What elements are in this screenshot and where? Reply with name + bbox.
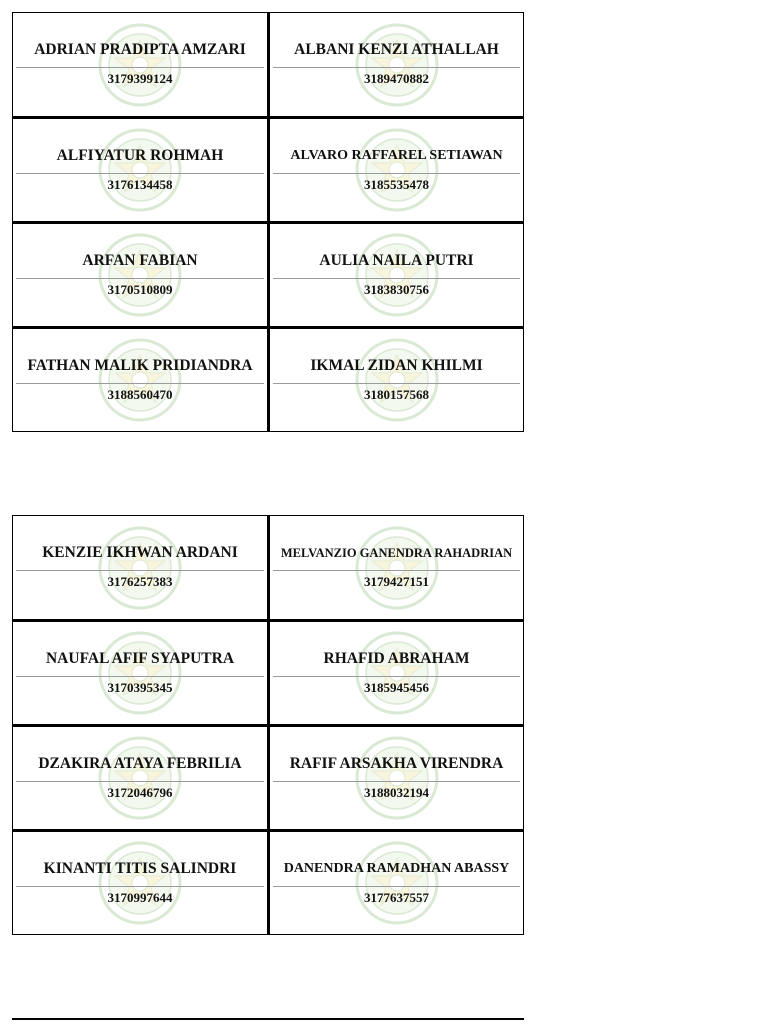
name-label-card bbox=[268, 12, 524, 117]
name-label-card bbox=[268, 830, 524, 935]
school-emblem-watermark-icon bbox=[352, 733, 442, 823]
label-sheet-3-partial bbox=[12, 1018, 524, 1026]
label-row bbox=[12, 620, 524, 725]
name-label-card bbox=[12, 117, 268, 222]
name-label-card bbox=[268, 515, 524, 620]
divider bbox=[273, 278, 520, 279]
school-emblem-watermark-icon bbox=[95, 335, 185, 425]
label-row bbox=[12, 515, 524, 620]
student-name: DANENDRA RAMADHAN ABASSY bbox=[283, 861, 510, 876]
student-id-number: 3180157568 bbox=[364, 387, 429, 402]
student-id-number: 3170510809 bbox=[107, 282, 173, 297]
student-name: ALVARO RAFFAREL SETIAWAN bbox=[290, 148, 503, 163]
student-id-number: 3176257383 bbox=[107, 574, 173, 589]
school-emblem-watermark-icon bbox=[95, 125, 185, 215]
school-emblem-watermark-icon bbox=[95, 230, 185, 320]
divider bbox=[16, 570, 264, 571]
student-name: RAFIF ARSAKHA VIRENDRA bbox=[289, 755, 504, 772]
student-name: DZAKIRA ATAYA FEBRILIA bbox=[38, 755, 242, 772]
student-name: KINANTI TITIS SALINDRI bbox=[43, 860, 237, 877]
divider bbox=[273, 886, 520, 887]
student-name: FATHAN MALIK PRIDIANDRA bbox=[27, 357, 253, 374]
student-name: IKMAL ZIDAN KHILMI bbox=[310, 357, 483, 374]
name-label-card bbox=[12, 12, 268, 117]
student-name: ARFAN FABIAN bbox=[82, 252, 198, 269]
student-name: MELVANZIO GANENDRA RAHADRIAN bbox=[280, 546, 513, 560]
name-label-card bbox=[268, 222, 524, 327]
school-emblem-watermark-icon bbox=[95, 628, 185, 718]
student-id-number: 3189470882 bbox=[364, 71, 429, 86]
label-row bbox=[12, 12, 524, 117]
student-id-number: 3185535478 bbox=[364, 177, 429, 192]
name-label-card bbox=[268, 327, 524, 432]
school-emblem-watermark-icon bbox=[95, 838, 185, 928]
divider bbox=[273, 67, 520, 68]
school-emblem-watermark-icon bbox=[352, 838, 442, 928]
school-emblem-watermark-icon bbox=[95, 523, 185, 613]
student-id-number: 3179427151 bbox=[364, 574, 429, 589]
student-name: ALBANI KENZI ATHALLAH bbox=[294, 41, 499, 58]
label-row bbox=[12, 830, 524, 935]
divider bbox=[273, 383, 520, 384]
school-emblem-watermark-icon bbox=[352, 335, 442, 425]
divider bbox=[273, 781, 520, 782]
name-label-card bbox=[12, 327, 268, 432]
divider bbox=[16, 383, 264, 384]
label-sheet-2 bbox=[12, 515, 524, 935]
school-emblem-watermark-icon bbox=[95, 733, 185, 823]
divider bbox=[273, 173, 520, 174]
name-label-card bbox=[12, 222, 268, 327]
name-label-card bbox=[12, 620, 268, 725]
student-name: KENZIE IKHWAN ARDANI bbox=[42, 544, 238, 561]
school-emblem-watermark-icon bbox=[352, 523, 442, 613]
student-id-number: 3185945456 bbox=[364, 680, 429, 695]
school-emblem-watermark-icon bbox=[352, 125, 442, 215]
student-id-number: 3170997644 bbox=[107, 890, 173, 905]
divider bbox=[273, 570, 520, 571]
student-id-number: 3170395345 bbox=[107, 680, 173, 695]
student-name: RHAFID ABRAHAM bbox=[323, 650, 470, 667]
student-id-number: 3188032194 bbox=[364, 785, 429, 800]
name-label-card bbox=[268, 117, 524, 222]
divider bbox=[16, 886, 264, 887]
school-emblem-watermark-icon bbox=[352, 230, 442, 320]
school-emblem-watermark-icon bbox=[352, 20, 442, 110]
student-id-number: 3179399124 bbox=[107, 71, 173, 86]
divider bbox=[16, 781, 264, 782]
student-id-number: 3183830756 bbox=[364, 282, 429, 297]
student-id-number: 3176134458 bbox=[107, 177, 173, 192]
label-row bbox=[12, 222, 524, 327]
divider bbox=[16, 278, 264, 279]
divider bbox=[16, 676, 264, 677]
name-label-card bbox=[268, 725, 524, 830]
divider bbox=[16, 173, 264, 174]
label-row bbox=[12, 725, 524, 830]
student-name: ALFIYATUR ROHMAH bbox=[56, 147, 224, 164]
student-name: AULIA NAILA PUTRI bbox=[319, 252, 474, 269]
name-label-card bbox=[12, 830, 268, 935]
school-emblem-watermark-icon bbox=[352, 628, 442, 718]
name-label-card bbox=[12, 725, 268, 830]
student-id-number: 3188560470 bbox=[107, 387, 173, 402]
label-row bbox=[12, 327, 524, 432]
divider bbox=[16, 67, 264, 68]
student-id-number: 3177637557 bbox=[364, 890, 429, 905]
student-id-number: 3172046796 bbox=[107, 785, 173, 800]
student-name: ADRIAN PRADIPTA AMZARI bbox=[34, 41, 246, 58]
name-label-card bbox=[268, 620, 524, 725]
divider bbox=[273, 676, 520, 677]
school-emblem-watermark-icon bbox=[95, 20, 185, 110]
student-name: NAUFAL AFIF SYAPUTRA bbox=[45, 650, 235, 667]
label-row bbox=[12, 117, 524, 222]
label-sheet-1 bbox=[12, 12, 524, 432]
name-label-card bbox=[12, 515, 268, 620]
